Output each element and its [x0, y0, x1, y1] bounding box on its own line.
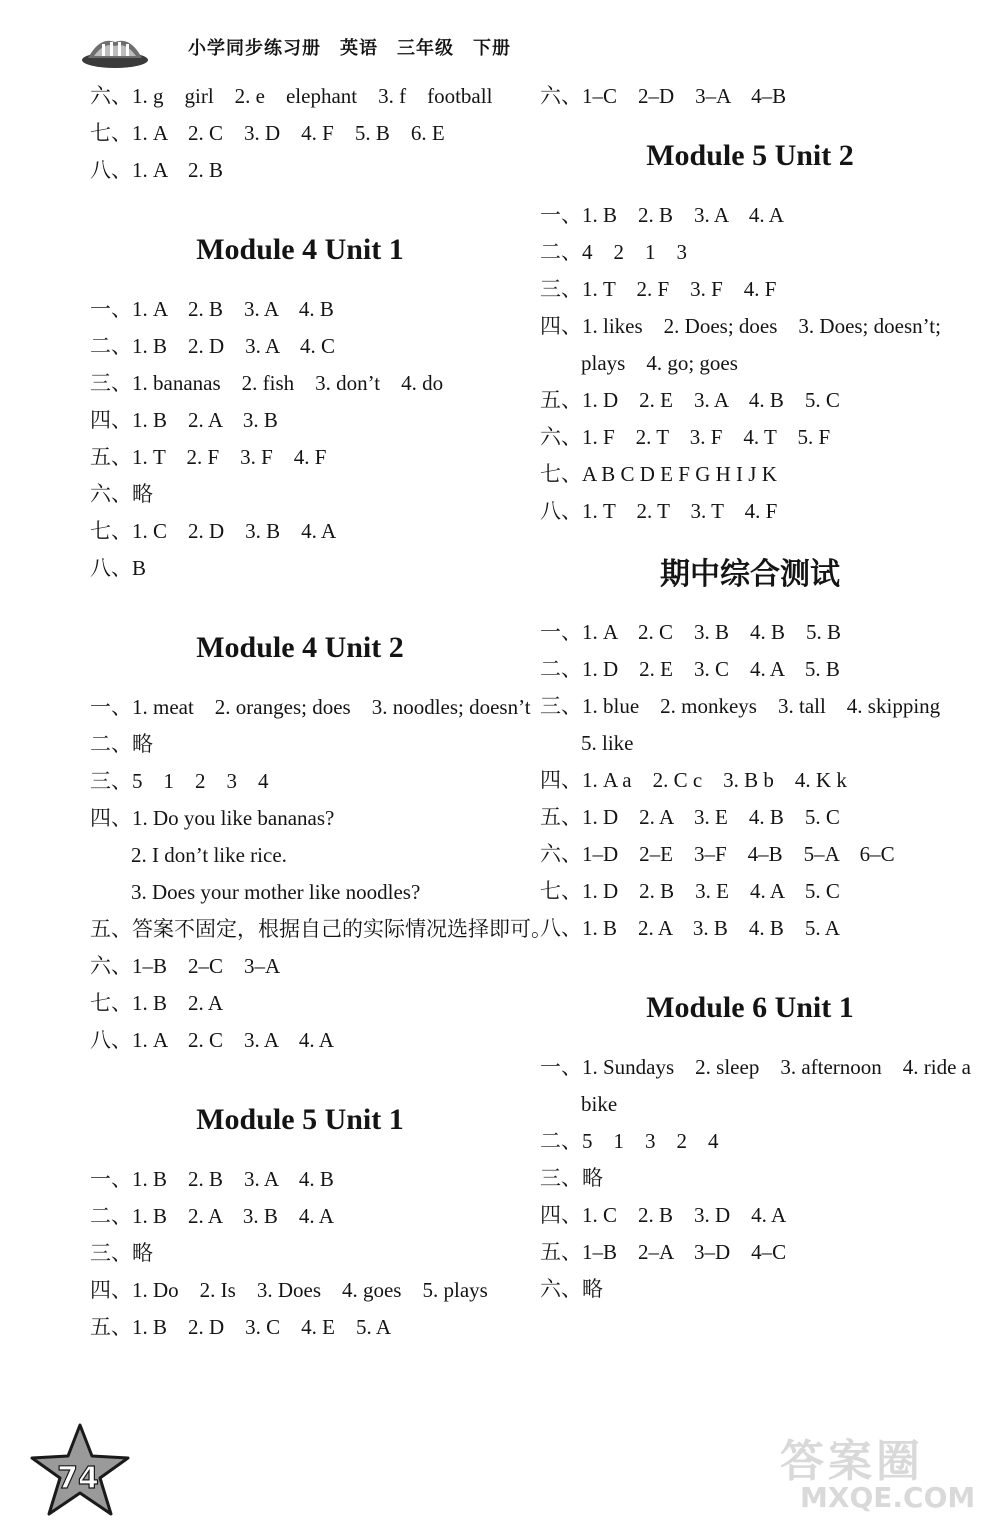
right-column — [540, 78, 980, 1308]
answer-line: 八、1. A 2. B — [90, 158, 224, 182]
answer-line: 二、1. D 2. E 3. C 4. A 5. B — [540, 657, 840, 681]
answer-line: 七、1. A 2. C 3. D 4. F 5. B 6. E — [90, 121, 445, 145]
answer-line: 一、1. A 2. B 3. A 4. B — [90, 297, 334, 321]
answer-line: 四、1. C 2. B 3. D 4. A — [540, 1203, 787, 1227]
watermark — [770, 1425, 995, 1515]
answer-line: 六、1–B 2–C 3–A — [90, 954, 281, 978]
section-title-m5u2: Module 5 Unit 2 — [646, 139, 854, 172]
answer-line: 五、答案不固定，根据自己的实际情况选择即可。 — [90, 917, 552, 941]
answer-line: 一、1. A 2. C 3. B 4. B 5. B — [540, 620, 842, 644]
book-logo-icon — [80, 30, 150, 70]
answer-line: 5. like — [581, 731, 634, 755]
answer-line: 三、5 1 2 3 4 — [90, 769, 269, 793]
section-title-m4u1: Module 4 Unit 1 — [196, 233, 404, 266]
answer-line: 一、1. meat 2. oranges; does 3. noodles; doesn’t — [90, 695, 531, 719]
answer-line: 六、1. F 2. T 3. F 4. T 5. F — [540, 425, 831, 449]
answer-line: 三、略 — [90, 1241, 153, 1265]
answer-line: 一、1. B 2. B 3. A 4. B — [90, 1167, 334, 1191]
answer-line: 四、1. B 2. A 3. B — [90, 408, 278, 432]
answer-line: 五、1. B 2. D 3. C 4. E 5. A — [90, 1315, 392, 1339]
answer-line: 三、略 — [540, 1166, 603, 1190]
answer-line: 一、1. B 2. B 3. A 4. A — [540, 203, 784, 227]
page-header — [0, 22, 1000, 72]
answer-line: 八、1. A 2. C 3. A 4. A — [90, 1028, 334, 1052]
answer-line: 七、1. D 2. B 3. E 4. A 5. C — [540, 879, 840, 903]
answer-line: 五、1. D 2. E 3. A 4. B 5. C — [540, 388, 840, 412]
answer-line: 八、1. T 2. T 3. T 4. F — [540, 499, 778, 523]
answer-line: 二、1. B 2. A 3. B 4. A — [90, 1204, 334, 1228]
section-title-midterm: 期中综合测试 — [660, 558, 840, 591]
answer-line: 三、1. T 2. F 3. F 4. F — [540, 277, 777, 301]
answer-line: 四、1. A a 2. C c 3. B b 4. K k — [540, 768, 847, 792]
section-title-m4u2: Module 4 Unit 2 — [196, 631, 404, 664]
answer-line: 二、4 2 1 3 — [540, 240, 687, 264]
answer-line: 六、1–C 2–D 3–A 4–B — [540, 84, 787, 108]
answer-line: 六、略 — [90, 482, 153, 506]
answer-line: 二、5 1 3 2 4 — [540, 1129, 719, 1153]
answer-line: 二、1. B 2. D 3. A 4. C — [90, 334, 336, 358]
watermark-text: 答案圈 — [780, 1436, 924, 1487]
page-number-star-icon — [28, 1422, 133, 1517]
answer-line: 二、略 — [90, 732, 153, 756]
answer-line: 七、1. B 2. A — [90, 991, 224, 1015]
book-title: 小学同步练习册 英语 三年级 下册 — [188, 38, 511, 59]
answer-line: 七、A B C D E F G H I J K — [540, 462, 777, 486]
answer-line: 七、1. C 2. D 3. B 4. A — [90, 519, 337, 543]
answer-line: bike — [581, 1092, 618, 1116]
section-title-m5u1: Module 5 Unit 1 — [196, 1103, 404, 1136]
answer-line: 一、1. Sundays 2. sleep 3. afternoon 4. ride a — [540, 1055, 972, 1079]
page-number: 74 — [57, 1461, 99, 1496]
answer-line: 五、1. T 2. F 3. F 4. F — [90, 445, 327, 469]
answer-line: 2. I don’t like rice. — [131, 843, 287, 867]
answer-line: 三、1. blue 2. monkeys 3. tall 4. skipping — [540, 694, 941, 718]
section-title-m6u1: Module 6 Unit 1 — [646, 991, 854, 1024]
answer-line: 四、1. likes 2. Does; does 3. Does; doesn’t; — [540, 314, 941, 338]
answer-line: 六、略 — [540, 1277, 603, 1301]
answer-line: 五、1–B 2–A 3–D 4–C — [540, 1240, 787, 1264]
answer-line: 八、1. B 2. A 3. B 4. B 5. A — [540, 916, 840, 940]
watermark-url: MXQE.COM — [800, 1481, 976, 1514]
answer-line: 四、1. Do you like bananas? — [90, 806, 335, 830]
answer-line: plays 4. go; goes — [581, 351, 738, 375]
answer-line: 3. Does your mother like noodles? — [131, 880, 421, 904]
answer-line: 八、B — [90, 556, 147, 580]
answer-line: 五、1. D 2. A 3. E 4. B 5. C — [540, 805, 840, 829]
answer-line: 六、1–D 2–E 3–F 4–B 5–A 6–C — [540, 842, 895, 866]
answer-line: 四、1. Do 2. Is 3. Does 4. goes 5. plays — [90, 1278, 488, 1302]
answer-line: 三、1. bananas 2. fish 3. don’t 4. do — [90, 371, 444, 395]
left-column — [90, 78, 552, 1346]
answer-line: 六、1. g girl 2. e elephant 3. f football — [90, 84, 493, 108]
